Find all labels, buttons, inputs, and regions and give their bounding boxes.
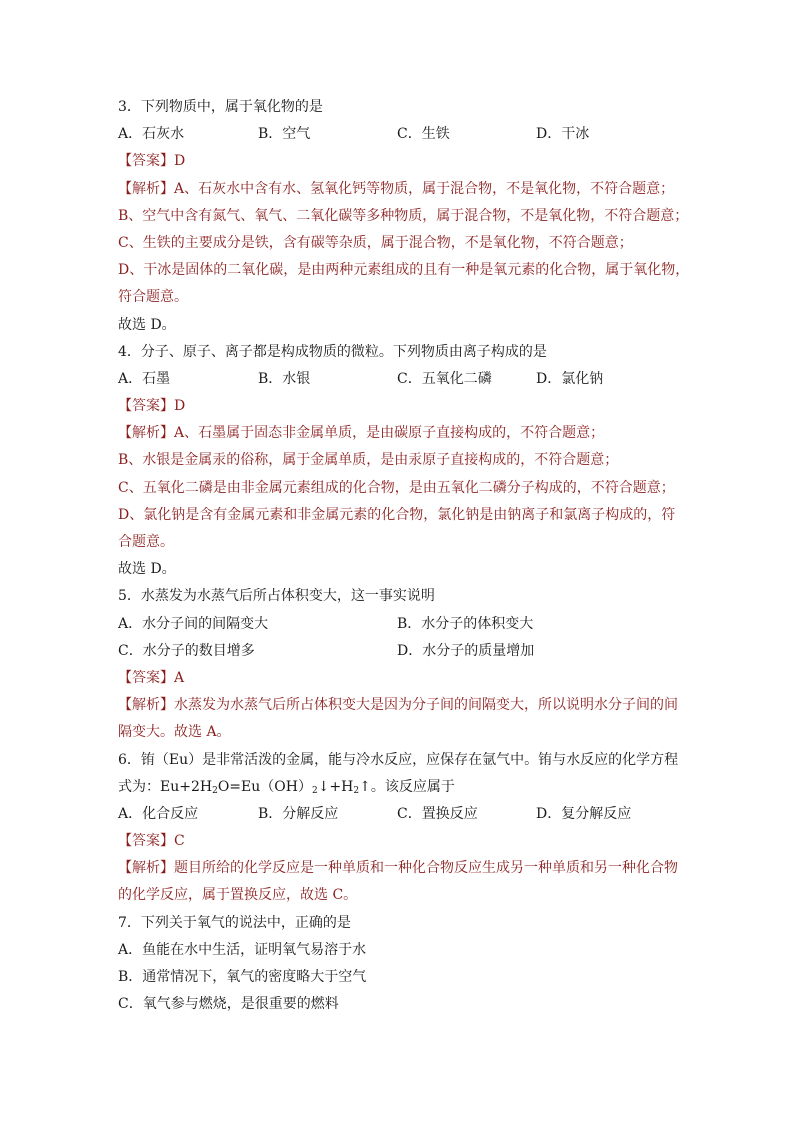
q6-subscript: 2 — [311, 785, 318, 796]
q4-analysis-line-5: 合题意。 — [118, 534, 174, 550]
q3-option-b: B．空气 — [258, 126, 311, 143]
q7-option-a: A．鱼能在水中生活，证明氧气易溶于水 — [118, 941, 367, 958]
document-page — [118, 94, 690, 1018]
q6-equation-part: ↑。该反应属于 — [359, 778, 455, 795]
q5-options-row-2 — [118, 638, 678, 665]
q4-stem: 4．分子、原子、离子都是构成物质的微粒。下列物质由离子构成的是 — [118, 343, 547, 360]
q5-stem: 5．水蒸发为水蒸气后所占体积变大，这一事实说明 — [118, 588, 435, 605]
q6-option-c: C．置换反应 — [397, 805, 478, 822]
q6-answer: 【答案】C — [118, 833, 185, 850]
q5-options-row-1 — [118, 611, 678, 638]
q6-analysis-line-1: 【解析】题目所给的化学反应是一种单质和一种化合物反应生成另一种单质和另一种化合物 — [118, 860, 678, 877]
q6-stem-line-2 — [118, 774, 678, 801]
q4-option-b: B．水银 — [258, 370, 311, 387]
q7-stem: 7．下列关于氧气的说法中，正确的是 — [118, 914, 351, 931]
q3-answer: 【答案】D — [118, 153, 186, 170]
q4-answer: 【答案】D — [118, 398, 186, 415]
q3-option-c: C．生铁 — [397, 126, 450, 143]
q4-analysis-line-3: C、五氧化二磷是由非金属元素组成的化合物，是由五氧化二磷分子构成的，不符合题意； — [118, 479, 675, 496]
q4-option-d: D．氯化钠 — [536, 370, 604, 387]
q5-option-d: D．水分子的质量增加 — [397, 642, 535, 659]
q6-subscript: 2 — [212, 785, 218, 796]
q5-option-b: B．水分子的体积变大 — [397, 615, 534, 632]
q3-analysis-line-3: C、生铁的主要成分是铁，含有碳等杂质，属于混合物，不是氧化物，不符合题意； — [118, 234, 633, 251]
q6-option-a: A．化合反应 — [118, 805, 199, 822]
q6-option-d: D．复分解反应 — [536, 805, 632, 822]
q4-conclusion: 故选 D。 — [118, 561, 176, 578]
q5-analysis-line-2: 隔变大。故选 A。 — [118, 724, 231, 741]
q6-equation-part: 式为：Eu+2H — [118, 778, 213, 795]
q5-analysis-line-1: 【解析】水蒸发为水蒸气后所占体积变大是因为分子间的间隔变大，所以说明水分子间的间 — [118, 697, 678, 714]
q6-subscript: 2 — [353, 785, 360, 796]
q7-option-c: C．氧气参与燃烧，是很重要的燃料 — [118, 996, 339, 1013]
q3-option-a: A．石灰水 — [118, 126, 185, 143]
q3-analysis-line-1: 【解析】A、石灰水中含有水、氢氧化钙等物质，属于混合物，不是氧化物，不符合题意； — [118, 180, 675, 197]
q4-options — [118, 366, 678, 393]
q4-option-c: C．五氧化二磷 — [397, 370, 492, 387]
q4-option-a: A．石墨 — [118, 370, 171, 387]
q3-option-d: D．干冰 — [536, 126, 590, 143]
q4-analysis-line-4: D、氯化钠是含有金属元素和非金属元素的化合物，氯化钠是由钠离子和氯离子构成的，符 — [118, 506, 676, 523]
q7-option-b: B．通常情况下，氧气的密度略大于空气 — [118, 969, 367, 985]
q6-options — [118, 801, 678, 828]
q3-analysis-line-4: D、干冰是固体的二氧化碳，是由两种元素组成的且有一种是氧元素的化合物，属于氧化物， — [118, 262, 690, 279]
q3-stem: 3．下列物质中，属于氧化物的是 — [118, 99, 323, 115]
q6-stem-line-1: 6．铕（Eu）是非常活泼的金属，能与冷水反应，应保存在氩气中。铕与水反应的化学方程 — [118, 751, 679, 768]
q4-analysis-line-2: B、水银是金属汞的俗称，属于金属单质，是由汞原子直接构成的，不符合题意； — [118, 452, 619, 469]
q4-analysis-line-1: 【解析】A、石墨属于固态非金属单质，是由碳原子直接构成的，不符合题意； — [118, 425, 605, 442]
q6-analysis-line-2: 的化学反应，属于置换反应，故选 C。 — [118, 887, 358, 904]
q3-conclusion: 故选 D。 — [118, 316, 176, 333]
q5-option-c: C．水分子的数目增多 — [118, 642, 255, 659]
q3-options — [118, 121, 678, 148]
q3-analysis-line-5: 符合题意。 — [118, 289, 188, 306]
q5-answer: 【答案】A — [118, 669, 185, 686]
q6-equation-part: ↓+H — [317, 778, 354, 795]
q6-option-b: B．分解反应 — [258, 805, 339, 822]
q6-equation-part: O=Eu（OH） — [217, 778, 312, 795]
q3-analysis-line-2: B、空气中含有氮气、氧气、二氧化碳等多种物质，属于混合物，不是氧化物，不符合题意； — [118, 207, 689, 224]
q5-option-a: A．水分子间的间隔变大 — [118, 615, 269, 632]
